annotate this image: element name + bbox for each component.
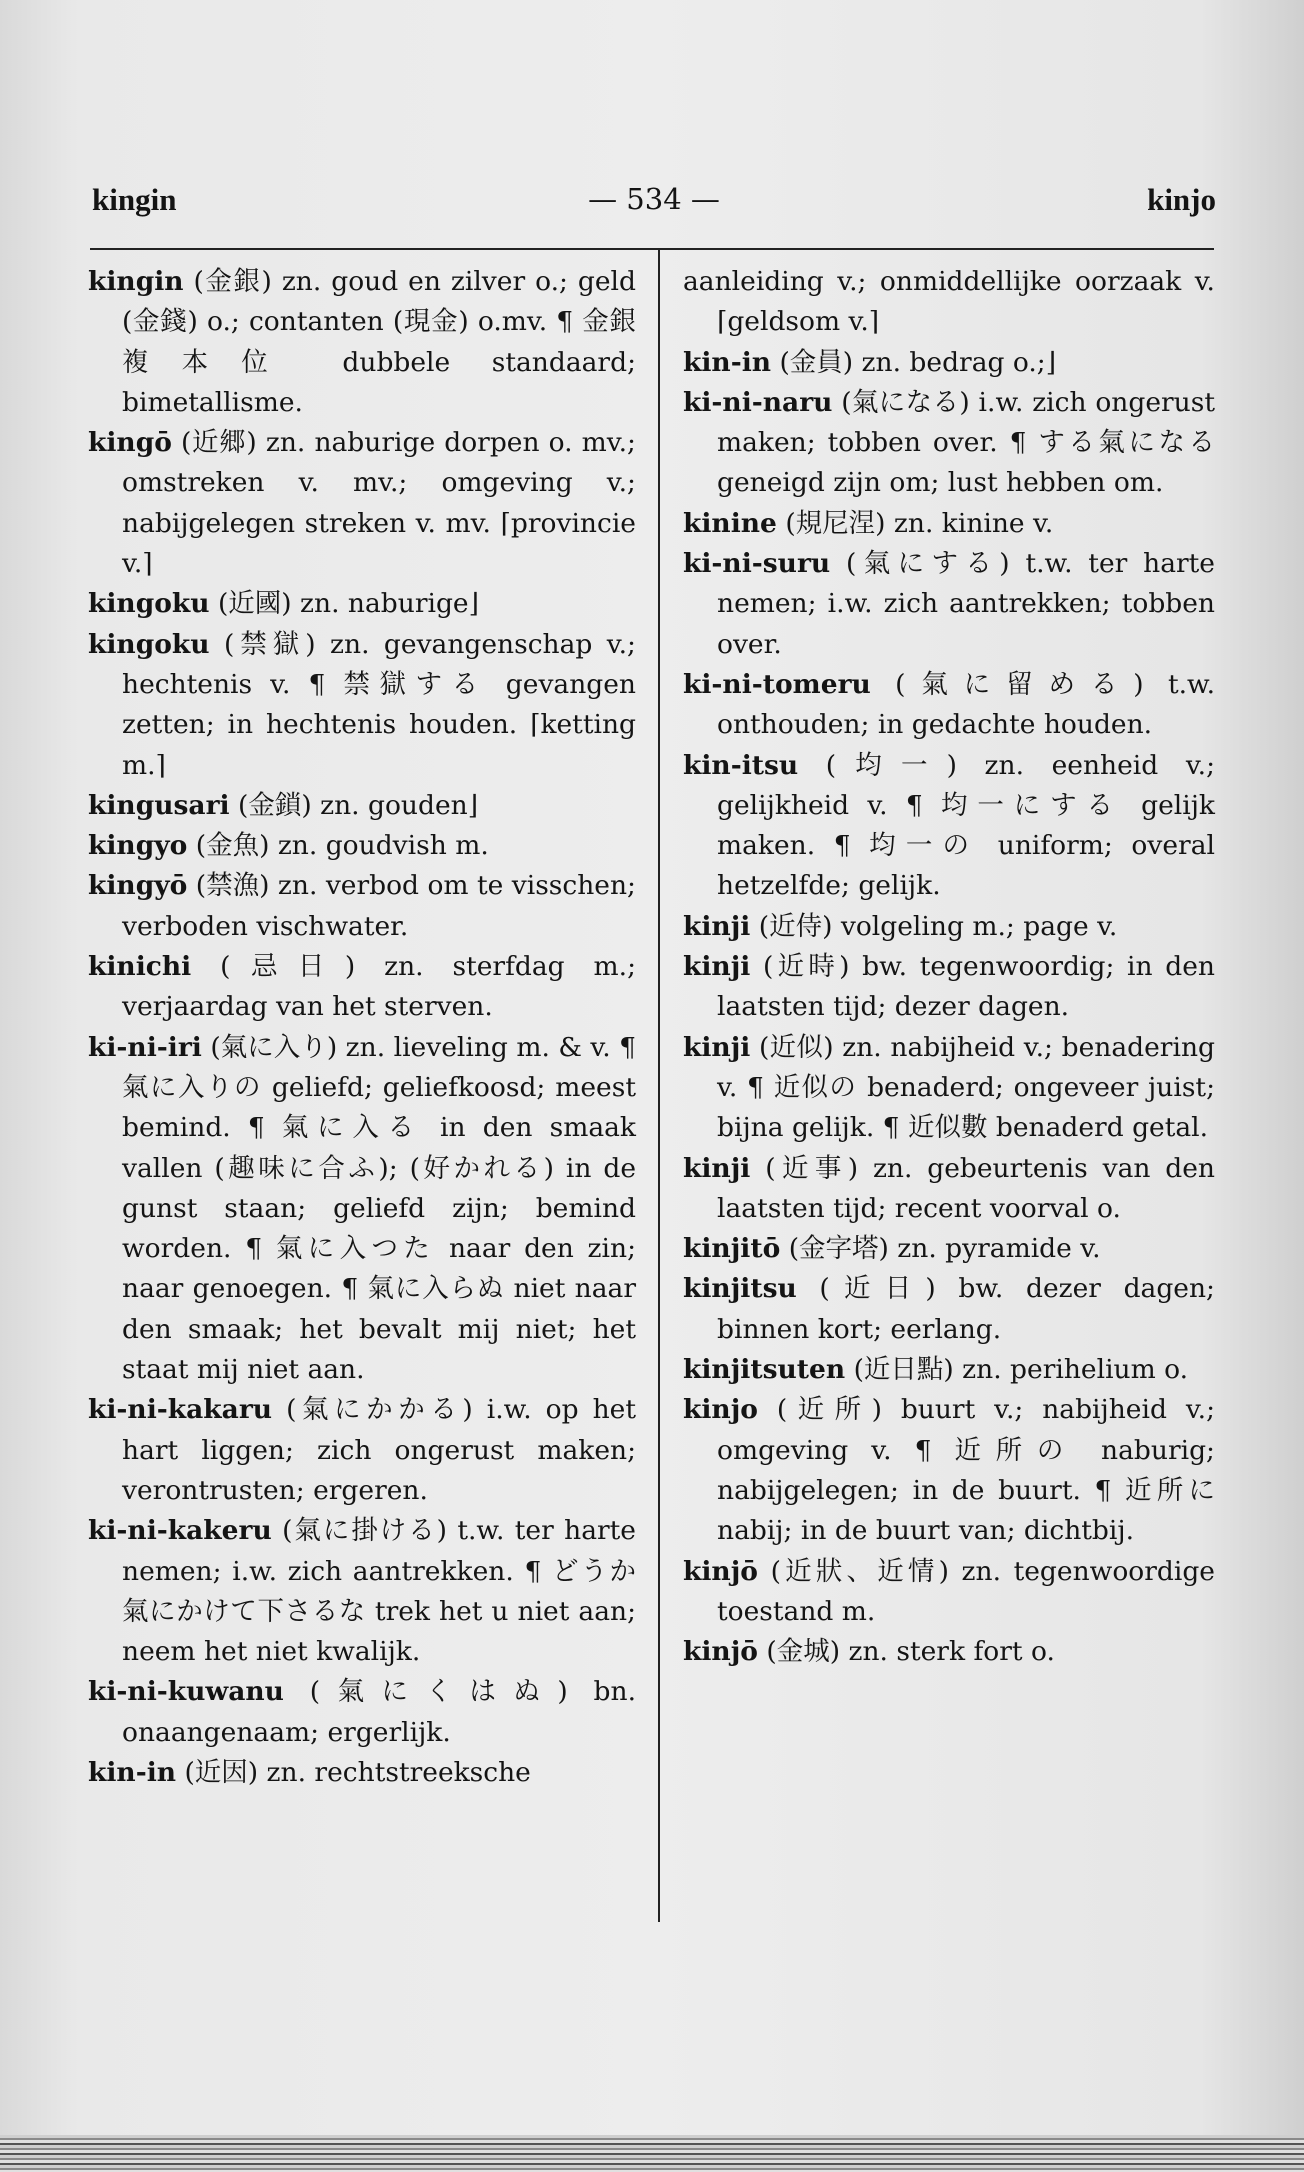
entry-definition: (近狀、近情) zn. tegenwoordige toestand m. xyxy=(717,1555,1215,1627)
headword: ki-ni-kuwanu xyxy=(88,1676,284,1708)
headword: ki-ni-kakaru xyxy=(88,1394,273,1426)
entry-definition: (近事) zn. gebeurtenis van den laatsten tijd; recent voorval o. xyxy=(717,1152,1215,1224)
headword: kingyō xyxy=(88,870,188,902)
entry-definition: (氣に掛ける) t.w. ter harte nemen; i.w. zich aantrekken. ¶ どうか氣にかけて下さるな trek het u niet aan; neem het niet kwalijk. xyxy=(122,1515,636,1668)
headword: kingō xyxy=(88,427,172,459)
dictionary-entry xyxy=(683,665,1215,746)
headword: kingin xyxy=(88,266,184,297)
entry-definition: (氣に留める) t.w. onthouden; in gedachte houden. xyxy=(717,668,1215,741)
dictionary-entry xyxy=(683,1552,1215,1633)
dictionary-entry xyxy=(683,544,1215,665)
entry-definition: (氣になる) i.w. zich ongerust maken; tobben over. ¶ する氣になる geneigd zijn om; lust hebben om. xyxy=(717,386,1215,499)
entry-definition: (金鎖) zn. gouden⌋ xyxy=(229,789,479,821)
dictionary-entry xyxy=(88,1511,636,1672)
entry-definition: (禁獄) zn. gevangenschap v.; hechtenis v. ¶ 禁獄する gevangen zetten; in hechtenis houden. ⌈ketting m.⌉ xyxy=(122,628,636,781)
dictionary-entry xyxy=(683,1390,1215,1551)
headword: kinji xyxy=(683,910,751,942)
dictionary-entry xyxy=(683,907,1215,947)
entry-definition: (金員) zn. bedrag o.;⌋ xyxy=(771,346,1057,378)
dictionary-entry xyxy=(88,262,636,423)
entry-definition: (近郷) zn. naburige dorpen o. mv.; omstreken v. mv.; omgeving v.; nabijgelegen streken v. mv. ⌈provincie v.⌉ xyxy=(122,427,636,580)
headword: kinjitsu xyxy=(683,1273,797,1305)
headword: kinine xyxy=(683,507,777,539)
guide-word-left: kingin xyxy=(92,182,177,217)
right-column xyxy=(683,262,1215,1672)
headword: kin-in xyxy=(683,346,772,378)
headword: ki-ni-suru xyxy=(683,548,831,580)
dictionary-entry xyxy=(88,947,636,1028)
entry-definition: (近侍) volgeling m.; page v. xyxy=(750,910,1118,942)
headword: kinichi xyxy=(88,951,192,983)
dictionary-entry xyxy=(88,786,636,826)
dictionary-entry xyxy=(88,584,636,624)
entry-definition: (金銀) zn. goud en zilver o.; geld (金錢) o.; contanten (現金) o.mv. ¶ 金銀複本位 dubbele standaard; bimetallisme. xyxy=(122,266,636,418)
dictionary-entry xyxy=(683,1028,1215,1149)
headword: kinjitsuten xyxy=(683,1354,846,1386)
dictionary-entry xyxy=(683,947,1215,1028)
dictionary-entry xyxy=(683,343,1215,383)
entry-definition: (氣に入り) zn. lieveling m. & v. ¶ 氣に入りの geliefd; geliefkoosd; meest bemind. ¶ 氣に入る in den smaak vallen (趣味に合ふ); (好かれる) in de gunst staan; geliefd zijn; bemind worden. ¶ 氣に入つた naar den zin; naar genoegen. ¶ 氣に入らぬ niet naar den smaak; het bevalt mij niet; het staat mij niet aan. xyxy=(122,1031,636,1386)
guide-word-right: kinjo xyxy=(1147,182,1216,217)
entry-definition: (均一) zn. eenheid v.; gelijkheid v. ¶ 均一にする gelijk maken. ¶ 均一の uniform; overal hetzelfde; gelijk. xyxy=(717,749,1215,902)
dictionary-entry xyxy=(88,1028,636,1391)
headword: kin-in xyxy=(88,1756,177,1788)
dictionary-entry xyxy=(683,1350,1215,1390)
entry-definition: (近時) bw. tegenwoordig; in den laatsten tijd; dezer dagen. xyxy=(717,951,1215,1023)
dictionary-entry xyxy=(683,1229,1215,1269)
entry-definition: (近所) buurt v.; nabijheid v.; omgeving v. ¶ 近所の naburig; nabijgelegen; in de buurt. ¶ 近所に nabij; in de buurt van; dichtbij. xyxy=(717,1394,1215,1547)
header-rule xyxy=(90,248,1214,250)
running-head xyxy=(92,182,1216,232)
entry-definition: (近因) zn. rechtstreeksche xyxy=(176,1756,531,1788)
page-number: — 534 — xyxy=(588,182,720,216)
dictionary-entry xyxy=(88,1672,636,1753)
entry-definition: (忌日) zn. sterfdag m.; verjaardag van het sterven. xyxy=(122,951,636,1023)
dictionary-entry xyxy=(683,383,1215,504)
headword: ki-ni-tomeru xyxy=(683,668,871,700)
dictionary-entry xyxy=(683,1632,1215,1672)
dictionary-entry xyxy=(88,625,636,786)
entry-definition: (近日點) zn. perihelium o. xyxy=(845,1354,1189,1386)
entry-definition: aanleiding v.; onmiddellijke oorzaak v. ⌈geldsom v.⌉ xyxy=(683,266,1215,338)
headword: kinjō xyxy=(683,1555,758,1587)
entry-definition: (近日) bw. dezer dagen; binnen kort; eerlang. xyxy=(717,1273,1215,1345)
dictionary-entry xyxy=(88,423,636,584)
dictionary-entry xyxy=(88,866,636,947)
headword: kingoku xyxy=(88,588,210,620)
headword: ki-ni-iri xyxy=(88,1031,202,1063)
entry-definition: (規尼涅) zn. kinine v. xyxy=(776,507,1054,539)
entry-definition: (金城) zn. sterk fort o. xyxy=(757,1636,1055,1668)
page-stack-edge xyxy=(0,2135,1304,2172)
entry-definition: (氣にする) t.w. ter harte nemen; i.w. zich aantrekken; tobben over. xyxy=(717,548,1215,660)
column-divider xyxy=(658,250,660,1922)
headword: kinji xyxy=(683,1152,751,1184)
dictionary-entry xyxy=(88,1390,636,1511)
dictionary-entry-continuation xyxy=(683,262,1215,343)
headword: kingoku xyxy=(88,628,210,660)
dictionary-entry xyxy=(683,1269,1215,1350)
headword: kingyo xyxy=(88,830,188,862)
headword: ki-ni-kakeru xyxy=(88,1515,272,1547)
headword: kinjitō xyxy=(683,1233,781,1265)
left-column xyxy=(88,262,636,1793)
headword: kinji xyxy=(683,1031,751,1063)
dictionary-entry xyxy=(683,746,1215,907)
headword: kinjo xyxy=(683,1394,758,1426)
entry-definition: (近國) zn. naburige⌋ xyxy=(209,588,479,620)
entry-definition: (氣にかかる) i.w. op het hart liggen; zich ongerust maken; verontrusten; ergeren. xyxy=(122,1394,636,1506)
dictionary-entry xyxy=(88,1753,636,1793)
dictionary-entry xyxy=(683,504,1215,544)
dictionary-entry xyxy=(683,1149,1215,1230)
dictionary-entry xyxy=(88,826,636,866)
entry-definition: (金魚) zn. goudvish m. xyxy=(187,830,489,862)
headword: kinjō xyxy=(683,1636,758,1668)
headword: kin-itsu xyxy=(683,749,799,781)
entry-definition: (氣にくはぬ) bn. onaangenaam; ergerlijk. xyxy=(122,1676,636,1748)
headword: kingusari xyxy=(88,789,230,821)
entry-definition: (禁漁) zn. verbod om te visschen; verboden vischwater. xyxy=(122,870,636,942)
headword: kinji xyxy=(683,951,751,983)
entry-definition: (金字塔) zn. pyramide v. xyxy=(780,1233,1101,1265)
entry-definition: (近似) zn. nabijheid v.; benadering v. ¶ 近似の benaderd; ongeveer juist; bijna gelijk. ¶ 近似數 benaderd getal. xyxy=(717,1031,1215,1144)
headword: ki-ni-naru xyxy=(683,386,833,418)
